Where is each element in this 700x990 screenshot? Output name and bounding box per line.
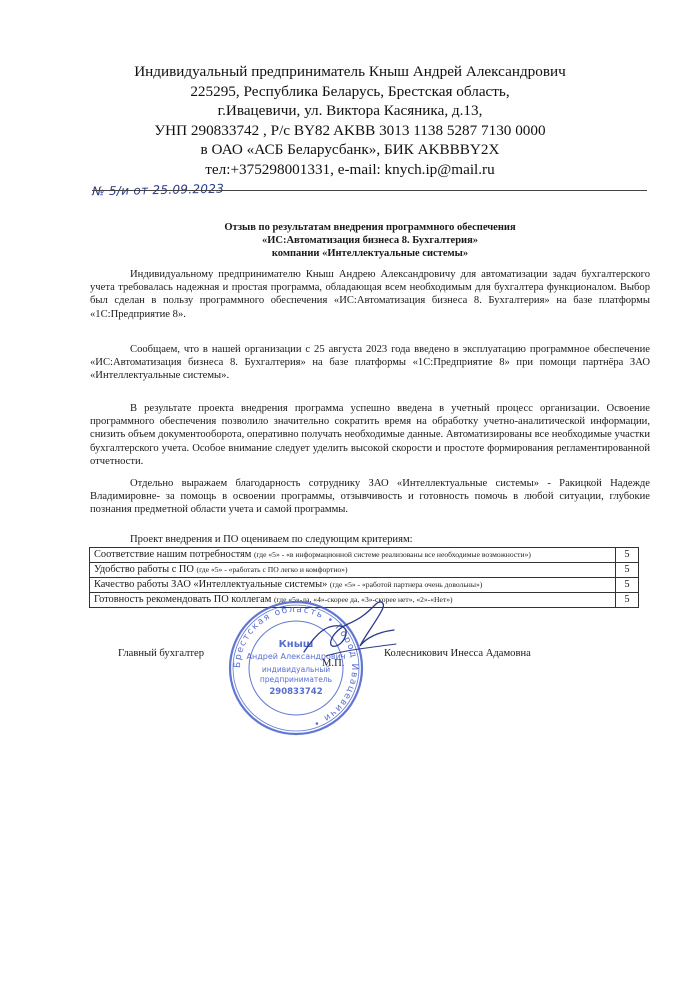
criteria-score: 5 bbox=[616, 563, 639, 578]
title-line: «ИС:Автоматизация бизнеса 8. Бухгалтерия» bbox=[261, 235, 479, 246]
paragraph: Сообщаем, что в нашей организации с 25 августа 2023 года введено в эксплуатацию программное обеспечение «ИС:Автоматизация бизнеса 8. Бухгалтерия» на базе платформы «1С:Предприятие 8» при помощи партнёра ЗАО «Интеллектуальные системы». bbox=[90, 344, 650, 382]
criteria-note: (где «5» - «работой партнера очень довольны») bbox=[329, 580, 483, 589]
signatory-name: Колесникович Инесса Адамовна bbox=[384, 648, 531, 659]
handwritten-signature bbox=[296, 594, 406, 664]
criteria-note: (где «5»-да, «4»-скорее да, «3»-скорее нет», «2»-«Нет») bbox=[273, 595, 453, 604]
table-row bbox=[90, 563, 639, 578]
handwritten-reference: № 5/и от 25.09.2023 bbox=[91, 181, 225, 199]
stamp-ring-text: Брестская область • Город Ивацевичи • bbox=[232, 604, 360, 729]
letterhead bbox=[60, 62, 640, 180]
criteria-score: 5 bbox=[616, 548, 639, 563]
paragraph: Отдельно выражаем благодарность сотруднику ЗАО «Интеллектуальные системы» - Ракицкой Надежде Владимировне- за помощь в освоении программы, отзывчивость и готовность помочь в любой ситуации, глубокие познания предметной области учета и самой программы. bbox=[90, 478, 650, 516]
criteria-intro: Проект внедрения и ПО оцениваем по следующим критериям: bbox=[130, 534, 413, 545]
criteria-label: Качество работы ЗАО «Интеллектуальные системы» bbox=[94, 579, 328, 590]
letterhead-line: Индивидуальный предприниматель Кныш Андрей Александрович bbox=[134, 63, 566, 80]
stamp-line: 290833742 bbox=[269, 687, 323, 697]
paragraph: В результате проекта внедрения программа успешно введена в учетный процесс организации. Освоение программного обеспечения позволило значительно сократить время на обработку учетно-аналитической информации, снизить объем документооборота, оперативно получать необходимые данные. Автоматизированы все необходимые участки бухгалтерского учета. Особое внимание следует уделить высокой скорости и простоте формирования регламентированной отчетности. bbox=[90, 403, 650, 467]
paragraph: Индивидуальному предпринимателю Кныш Андрею Александровичу для автоматизации задач бухгалтерского учета требовалась надежная и простая программа, обладающая всем необходимым для бухгалтера функционалом. Выбор был сделан в пользу программного обеспечения «ИС:Автоматизация бизнеса 8. Бухгалтерия» на базе платформы «1С:Предприятие 8». bbox=[90, 269, 650, 320]
table-row bbox=[90, 578, 639, 593]
criteria-label-cell bbox=[90, 578, 616, 593]
letterhead-line: УНП 290833742 , Р/с BY82 AKBB 3013 1138 5287 7130 0000 bbox=[154, 121, 546, 139]
stamp-line: Кныш bbox=[278, 639, 314, 650]
header-divider bbox=[92, 190, 647, 191]
stamp-line: предприниматель bbox=[259, 675, 333, 684]
letterhead-line: 225295, Республика Беларусь, Брестская область, bbox=[190, 82, 510, 100]
stamp-line: Андрей Александрович bbox=[246, 652, 346, 661]
title-line: компании «Интеллектуальные системы» bbox=[271, 248, 469, 259]
criteria-note: (где «5» - «в информационной системе реализованы все необходимые возможности») bbox=[253, 550, 531, 559]
criteria-note: (где «5» - «работать с ПО легко и комфортно») bbox=[196, 565, 348, 574]
criteria-label: Готовность рекомендовать ПО коллегам bbox=[94, 594, 272, 605]
letterhead-line: в ОАО «АСБ Беларусбанк», БИК AKBBBY2X bbox=[200, 141, 500, 159]
seal-place-label: М.П. bbox=[322, 658, 345, 669]
criteria-label: Удобство работы с ПО bbox=[94, 564, 194, 575]
criteria-label-cell bbox=[90, 548, 616, 563]
criteria-label: Соответствие нашим потребностям bbox=[94, 549, 252, 560]
letterhead-line: тел:+375298001331, e-mail: knych.ip@mail.ru bbox=[205, 160, 495, 178]
title-line: Отзыв по результатам внедрения программного обеспечения bbox=[224, 222, 516, 233]
stamp-line: индивидуальный bbox=[261, 665, 331, 674]
table-row bbox=[90, 548, 639, 563]
letterhead-line: г.Ивацевичи, ул. Виктора Касяника, д.13, bbox=[217, 102, 483, 120]
criteria-label-cell bbox=[90, 563, 616, 578]
document-title bbox=[90, 221, 650, 260]
signatory-position: Главный бухгалтер bbox=[118, 648, 205, 659]
criteria-score: 5 bbox=[616, 578, 639, 593]
criteria-score: 5 bbox=[616, 593, 639, 608]
